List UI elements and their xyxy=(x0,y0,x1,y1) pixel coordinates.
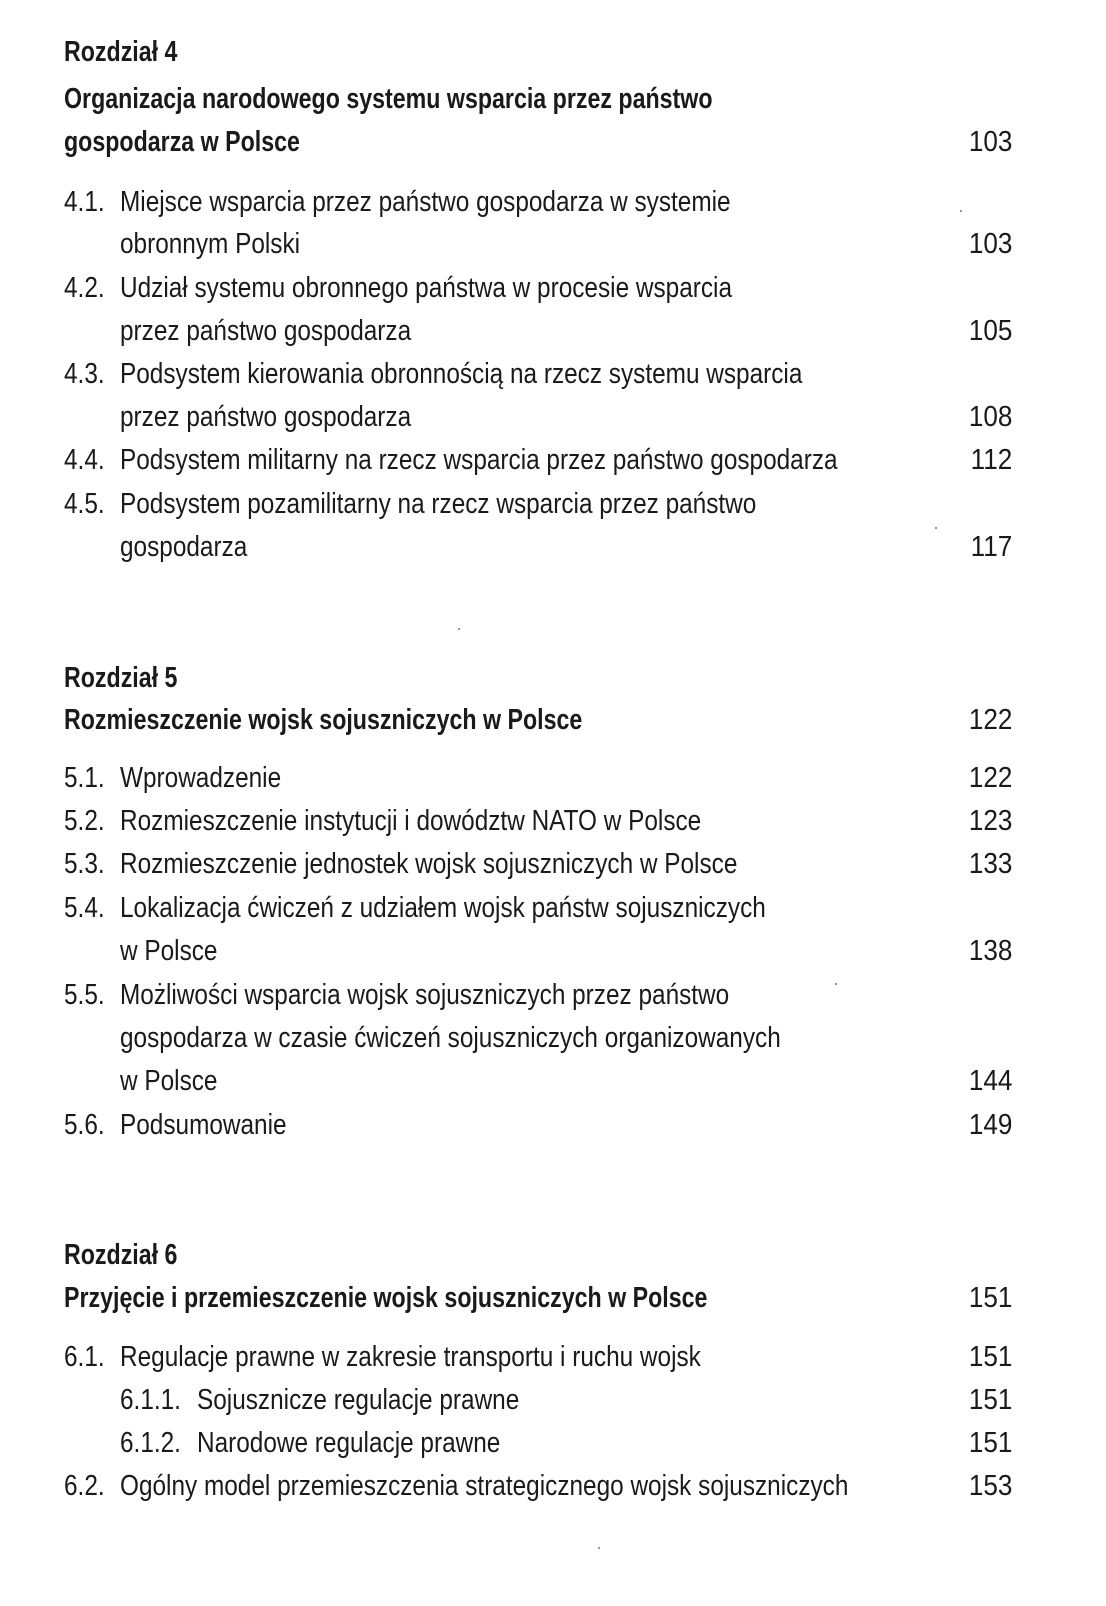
scan-speck xyxy=(598,1547,600,1549)
chapter-5-title-line[interactable] xyxy=(0,698,1106,742)
section-title: Rozmieszczenie jednostek wojsk sojuszniczych w Polsce xyxy=(120,848,738,880)
section-title: Regulacje prawne w zakresie transportu i ruchu wojsk xyxy=(120,1341,701,1373)
section-title: Podsumowanie xyxy=(120,1109,287,1141)
toc-entry-5-1[interactable] xyxy=(0,756,1106,800)
page-number: 122 xyxy=(968,762,1012,794)
scan-speck xyxy=(458,628,460,630)
toc-entry-5-2[interactable] xyxy=(0,799,1106,843)
page-number: 117 xyxy=(970,531,1012,563)
page-number: 133 xyxy=(968,848,1012,880)
toc-entry-6-2[interactable] xyxy=(0,1464,1106,1508)
section-title: Ogólny model przemieszczenia strategicznego wojsk sojuszniczych xyxy=(120,1470,849,1502)
toc-entry-4-3[interactable] xyxy=(0,352,1106,396)
page-number: 103 xyxy=(968,228,1012,260)
page-number: 103 xyxy=(968,126,1012,158)
toc-entry-4-5[interactable] xyxy=(0,482,1106,526)
page-number: 123 xyxy=(968,805,1012,837)
toc-entry-6-1[interactable] xyxy=(0,1335,1106,1379)
section-title: Podsystem kierowania obronnością na rzecz systemu wsparcia xyxy=(120,358,803,390)
section-title: Udział systemu obronnego państwa w procesie wsparcia xyxy=(120,272,733,304)
section-title: w Polsce xyxy=(120,1065,218,1097)
page-number: 151 xyxy=(968,1341,1012,1373)
section-title: Miejsce wsparcia przez państwo gospodarza w systemie xyxy=(120,186,731,218)
chapter-5-label-line xyxy=(0,656,1106,700)
section-title: Podsystem pozamilitarny na rzecz wsparcia przez państwo xyxy=(120,488,757,520)
toc-entry-4-5-cont[interactable] xyxy=(0,525,1106,569)
page-number: 112 xyxy=(970,444,1012,476)
section-number: 5.2. xyxy=(64,805,105,837)
page-number: 151 xyxy=(968,1282,1012,1314)
page-number: 138 xyxy=(968,935,1012,967)
toc-entry-6-1-1[interactable] xyxy=(0,1378,1106,1422)
chapter-title: gospodarza w Polsce xyxy=(64,126,300,158)
section-title: Rozmieszczenie instytucji i dowództw NATO w Polsce xyxy=(120,805,702,837)
section-title: przez państwo gospodarza xyxy=(120,401,412,433)
toc-entry-5-5-cont[interactable] xyxy=(0,1059,1106,1103)
section-title: Sojusznicze regulacje prawne xyxy=(197,1384,520,1416)
section-number: 6.1. xyxy=(64,1341,105,1373)
page-number: 149 xyxy=(968,1109,1012,1141)
section-title: gospodarza xyxy=(120,531,248,563)
section-number: 4.5. xyxy=(64,488,105,520)
section-number: 5.6. xyxy=(64,1109,105,1141)
section-number: 5.4. xyxy=(64,892,105,924)
section-title: gospodarza w czasie ćwiczeń sojuszniczych organizowanych xyxy=(120,1022,781,1054)
section-title: przez państwo gospodarza xyxy=(120,315,412,347)
toc-entry-4-4[interactable] xyxy=(0,438,1106,482)
chapter-label: Rozdział 5 xyxy=(64,662,178,694)
section-title: obronnym Polski xyxy=(120,228,301,260)
section-number: 6.1.1. xyxy=(120,1384,181,1416)
chapter-title: Rozmieszczenie wojsk sojuszniczych w Polsce xyxy=(64,704,583,736)
section-title: Narodowe regulacje prawne xyxy=(197,1427,501,1459)
section-number: 5.5. xyxy=(64,979,105,1011)
toc-entry-4-2-cont[interactable] xyxy=(0,309,1106,353)
section-title: Podsystem militarny na rzecz wsparcia przez państwo gospodarza xyxy=(120,444,838,476)
section-number: 4.3. xyxy=(64,358,105,390)
toc-entry-4-2[interactable] xyxy=(0,266,1106,310)
section-number: 5.1. xyxy=(64,762,105,794)
chapter-label: Rozdział 4 xyxy=(64,36,178,68)
scan-speck xyxy=(935,527,937,529)
chapter-title: Przyjęcie i przemieszczenie wojsk sojuszniczych w Polsce xyxy=(64,1282,708,1314)
chapter-6-label-line xyxy=(0,1233,1106,1277)
page-number: 144 xyxy=(968,1065,1012,1097)
section-number: 4.4. xyxy=(64,444,105,476)
page-number: 153 xyxy=(968,1470,1012,1502)
chapter-4-title-line[interactable] xyxy=(0,120,1106,164)
section-number: 4.2. xyxy=(64,272,105,304)
chapter-title: Organizacja narodowego systemu wsparcia przez państwo xyxy=(64,83,713,115)
section-title: Lokalizacja ćwiczeń z udziałem wojsk państw sojuszniczych xyxy=(120,892,766,924)
toc-entry-5-5-cont[interactable] xyxy=(0,1016,1106,1060)
section-title: Wprowadzenie xyxy=(120,762,282,794)
page-number: 122 xyxy=(968,704,1012,736)
page-number: 108 xyxy=(968,401,1012,433)
chapter-label: Rozdział 6 xyxy=(64,1239,178,1271)
toc-entry-4-1-cont[interactable] xyxy=(0,222,1106,266)
section-title: Możliwości wsparcia wojsk sojuszniczych przez państwo xyxy=(120,979,730,1011)
toc-entry-6-1-2[interactable] xyxy=(0,1421,1106,1465)
toc-entry-5-5[interactable] xyxy=(0,973,1106,1017)
toc-entry-5-4-cont[interactable] xyxy=(0,929,1106,973)
toc-entry-5-6[interactable] xyxy=(0,1103,1106,1147)
section-number: 5.3. xyxy=(64,848,105,880)
section-title: w Polsce xyxy=(120,935,218,967)
section-number: 6.2. xyxy=(64,1470,105,1502)
chapter-6-title-line[interactable] xyxy=(0,1276,1106,1320)
section-number: 4.1. xyxy=(64,186,105,218)
section-number: 6.1.2. xyxy=(120,1427,181,1459)
toc-entry-5-3[interactable] xyxy=(0,842,1106,886)
scan-speck xyxy=(960,210,962,212)
page-number: 151 xyxy=(968,1427,1012,1459)
toc-entry-4-3-cont[interactable] xyxy=(0,395,1106,439)
scan-speck xyxy=(835,983,837,985)
page-number: 105 xyxy=(968,315,1012,347)
chapter-4-label-line xyxy=(0,30,1106,74)
toc-entry-4-1[interactable] xyxy=(0,180,1106,224)
chapter-4-title-line[interactable] xyxy=(0,77,1106,121)
page-number: 151 xyxy=(968,1384,1012,1416)
toc-entry-5-4[interactable] xyxy=(0,886,1106,930)
